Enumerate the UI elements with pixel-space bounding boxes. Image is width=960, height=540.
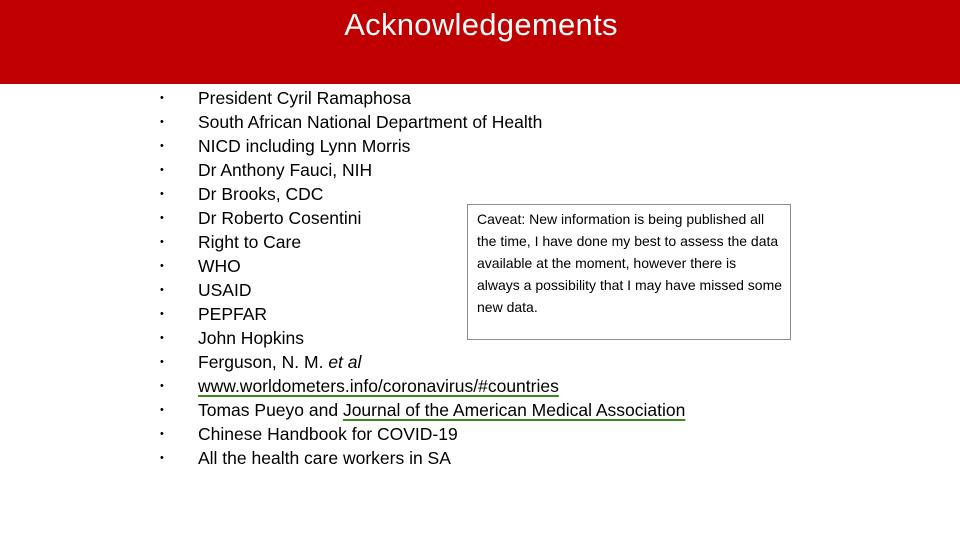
list-item-worldometers xyxy=(160,374,760,398)
list-item-text: Dr Brooks, CDC xyxy=(198,184,324,204)
list-item xyxy=(160,158,760,182)
bullet-icon: • xyxy=(160,428,164,440)
bullet-icon: • xyxy=(160,284,164,296)
pueyo-text: Tomas Pueyo and xyxy=(198,400,343,420)
et-al: et al xyxy=(328,352,362,372)
list-item-text: All the health care workers in SA xyxy=(198,448,451,468)
list-item xyxy=(160,110,760,134)
list-item-text: USAID xyxy=(198,280,252,300)
worldometers-link[interactable]: www.worldometers.info/coronavirus/#countries xyxy=(198,376,559,396)
bullet-icon: • xyxy=(160,140,164,152)
bullet-icon: • xyxy=(160,380,164,392)
list-item-ferguson xyxy=(160,350,760,374)
bullet-icon: • xyxy=(160,188,164,200)
bullet-icon: • xyxy=(160,212,164,224)
list-item-text xyxy=(198,350,361,374)
list-item xyxy=(160,182,760,206)
list-item-text: Dr Roberto Cosentini xyxy=(198,208,362,228)
slide-title: Acknowledgements xyxy=(344,7,618,42)
list-item-text: John Hopkins xyxy=(198,328,305,348)
list-item-text: NICD including Lynn Morris xyxy=(198,136,411,156)
list-item-text: Chinese Handbook for COVID-19 xyxy=(198,424,458,444)
list-item xyxy=(160,422,760,446)
list-item-text: PEPFAR xyxy=(198,304,268,324)
bullet-icon: • xyxy=(160,308,164,320)
jama-link[interactable]: Journal of the American Medical Association xyxy=(342,400,686,420)
bullet-icon: • xyxy=(160,404,164,416)
list-item-text: President Cyril Ramaphosa xyxy=(198,88,412,108)
bullet-icon: • xyxy=(160,164,164,176)
bullet-icon: • xyxy=(160,332,164,344)
list-item xyxy=(160,446,760,470)
list-item-pueyo xyxy=(160,398,760,422)
ferguson-name: Ferguson, N. M. xyxy=(198,352,329,372)
bullet-icon: • xyxy=(160,236,164,248)
list-item xyxy=(160,134,760,158)
list-item-text: South African National Department of Health xyxy=(198,112,543,132)
bullet-icon: • xyxy=(160,92,164,104)
bullet-icon: • xyxy=(160,260,164,272)
list-item-text: Right to Care xyxy=(198,232,302,252)
list-item-text: Dr Anthony Fauci, NIH xyxy=(198,160,373,180)
bullet-icon: • xyxy=(160,116,164,128)
list-item-text: WHO xyxy=(198,256,241,276)
caveat-box: Caveat: New information is being published all the time, I have done my best to assess the data available at the moment, however there is always a possibility that I may have missed some new data. xyxy=(467,204,791,340)
list-item xyxy=(160,86,760,110)
bullet-icon: • xyxy=(160,452,164,464)
bullet-icon: • xyxy=(160,356,164,368)
